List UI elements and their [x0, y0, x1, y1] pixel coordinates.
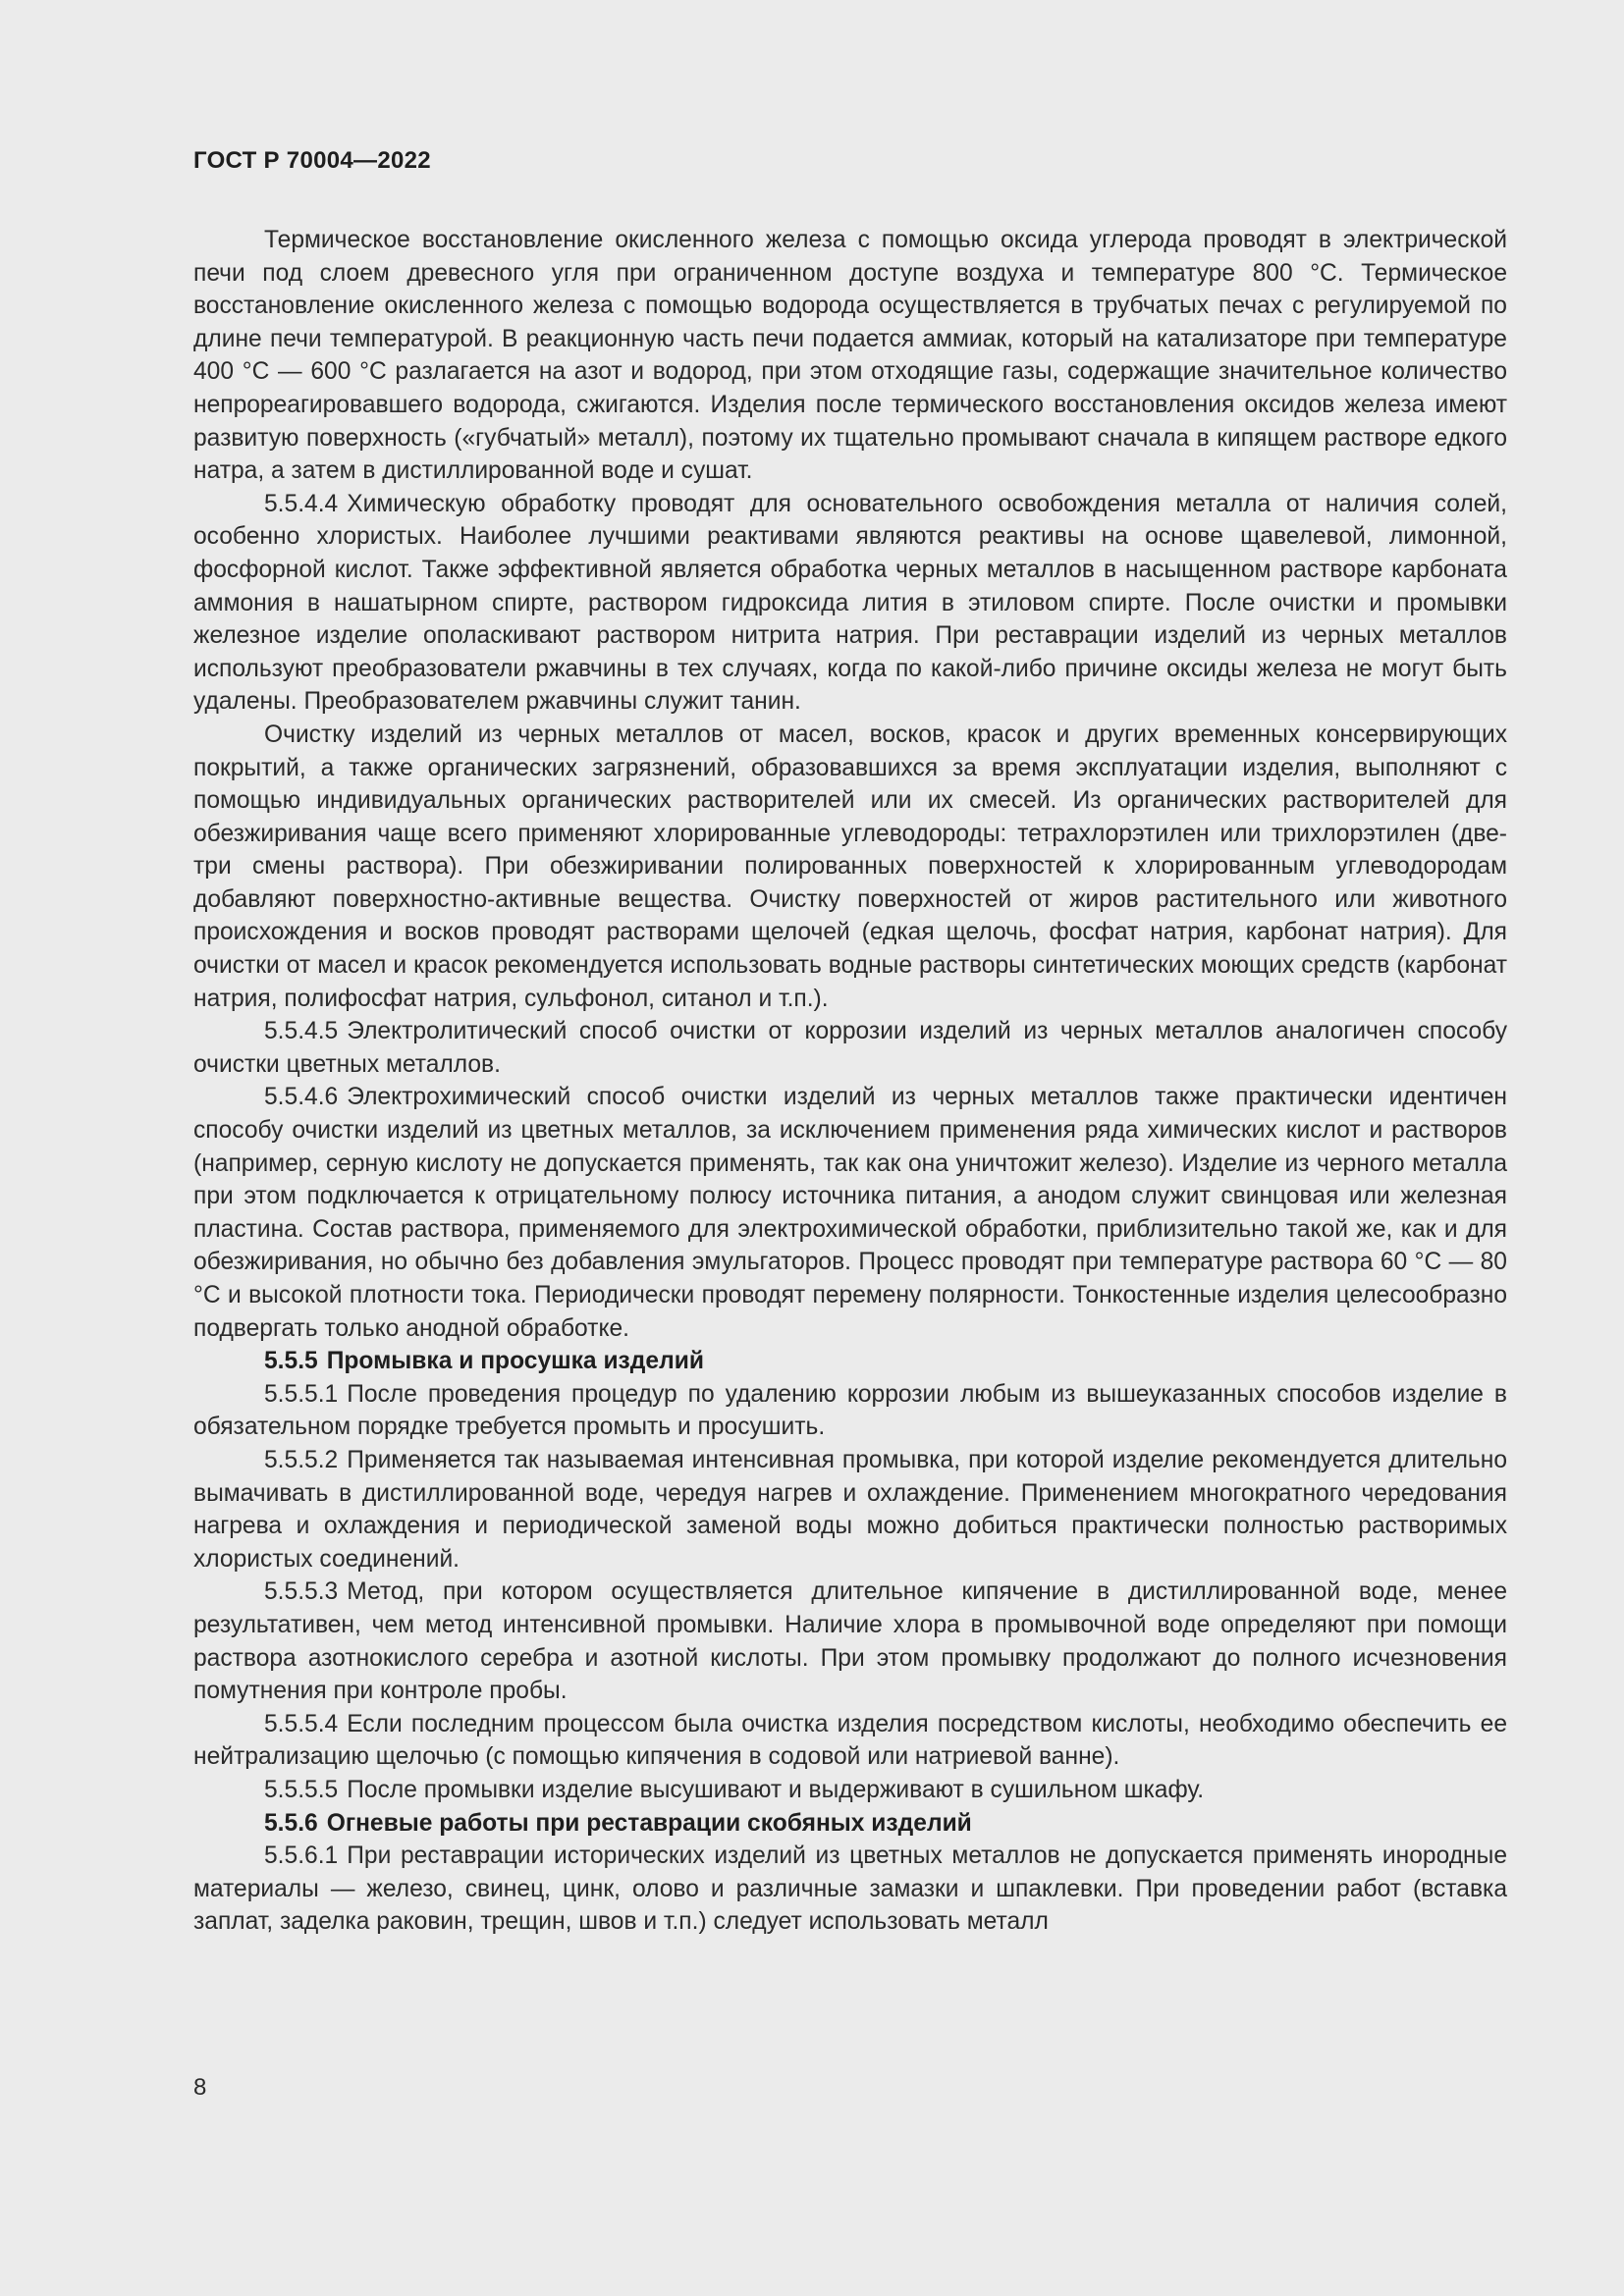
paragraph-text: После проведения процедур по удалению коррозии любым из вышеуказанных способов изделие в обязательном порядке требуется промыть и просушить.	[193, 1380, 1507, 1441]
clause-number: 5.5.5.5	[264, 1776, 339, 1803]
paragraph	[193, 1575, 1507, 1707]
paragraph-text: При реставрации исторических изделий из цветных металлов не допускается применять инородные материалы — железо, свинец, цинк, олово и различные замазки и шпаклевки. При проведении работ (вставка заплат, заделка раковин, трещин, швов и т.п.) следует использовать металл	[193, 1842, 1507, 1936]
clause-number: 5.5.5.4	[264, 1710, 339, 1737]
clause-number: 5.5.5.1	[264, 1380, 339, 1408]
paragraph	[193, 1774, 1507, 1807]
paragraph	[193, 1015, 1507, 1081]
clause-number: 5.5.4.6	[264, 1084, 339, 1111]
page-number: 8	[193, 2074, 207, 2101]
section-heading	[193, 1345, 1507, 1378]
section-heading	[193, 1807, 1507, 1841]
paragraph-text: Метод, при котором осуществляется длительное кипячение в дистиллированной воде, менее результативен, чем метод интенсивной промывки. Наличие хлора в промывочной воде определяют при помощи раствора азотнокислого серебра и азотной кислоты. При этом промывку продолжают до полного исчезновения помутнения при контроле пробы.	[193, 1578, 1507, 1705]
paragraph-text: Электрохимический способ очистки изделий из черных металлов также практически идентичен способу очистки изделий из цветных металлов, за исключением применения ряда химических кислот и растворов (например, серную кислоту не допускается применять, так как она уничтожит железо). Изделие из черного металла при этом подключается к отрицательному полюсу источника питания, а анодом служит свинцовая или железная пластина. Состав раствора, применяемого для электрохимической обработки, приблизительно такой же, как и для обезжиривания, но обычно без добавления эмульгаторов. Процесс проводят при температуре раствора 60 °С — 80 °С и высокой плотности тока. Периодически проводят перемену полярности. Тонкостенные изделия целесообразно подвергать только анодной обработке.	[193, 1084, 1507, 1342]
section-title: Промывка и просушка изделий	[326, 1348, 704, 1375]
paragraph-text: Химическую обработку проводят для основательного освобождения металла от наличия солей, особенно хлористых. Наиболее лучшими реактивами являются реактивы на основе щавелевой, лимонной, фосфорной кислот. Также эффективной является обработка черных металлов в насыщенном растворе карбоната аммония в нашатырном спирте, раствором гидроксида лития в этиловом спирте. После очистки и промывки железное изделие ополаскивают раствором нитрита натрия. При реставрации изделий из черных металлов используют преобразователи ржавчины в тех случаях, когда по какой-либо причине оксиды железа не могут быть удалены. Преобразователем ржавчины служит танин.	[193, 490, 1507, 716]
paragraph-text: Применяется так называемая интенсивная промывка, при которой изделие рекомендуется длительно вымачивать в дистиллированной воде, чередуя нагрев и охлаждение. Применением многократного чередования нагрева и охлаждения и периодической заменой воды можно добиться практически полностью растворимых хлористых соединений.	[193, 1446, 1507, 1573]
paragraph	[193, 1708, 1507, 1774]
clause-number: 5.5.4.5	[264, 1018, 339, 1045]
section-title: Огневые работы при реставрации скобяных изделий	[326, 1809, 972, 1837]
paragraph-text: Электролитический способ очистки от коррозии изделий из черных металлов аналогичен способу очистки цветных металлов.	[193, 1018, 1507, 1078]
clause-number: 5.5.6.1	[264, 1842, 339, 1870]
paragraph	[193, 1378, 1507, 1444]
section-number: 5.5.5	[264, 1348, 318, 1375]
paragraph-text: Термическое восстановление окисленного железа с помощью оксида углерода проводят в электрической печи под слоем древесного угля при ограниченном доступе воздуха и температуре 800 °С. Термическое восстановление окисленного железа с помощью водорода осуществляется в трубчатых печах с регулируемой по длине печи температурой. В реакционную часть печи подается аммиак, который на катализаторе при температуре 400 °С — 600 °С разлагается на азот и водород, при этом отходящие газы, содержащие значительное количество непрореагировавшего водорода, сжигаются. Изделия после термического восстановления оксидов железа имеют развитую поверхность («губчатый» металл), поэтому их тщательно промывают сначала в кипящем растворе едкого натра, а затем в дистиллированной воде и сушат.	[193, 227, 1507, 485]
paragraph	[193, 1081, 1507, 1345]
paragraph-text: Если последним процессом была очистка изделия посредством кислоты, необходимо обеспечить ее нейтрализацию щелочью (с помощью кипячения в содовой или натриевой ванне).	[193, 1710, 1507, 1771]
paragraph	[193, 488, 1507, 719]
paragraph	[193, 224, 1507, 488]
clause-number: 5.5.5.3	[264, 1578, 339, 1606]
paragraph	[193, 1444, 1507, 1575]
paragraph-text: Очистку изделий из черных металлов от масел, восков, красок и других временных консервирующих покрытий, а также органических загрязнений, образовавшихся за время эксплуатации изделия, выполняют с помощью индивидуальных органических растворителей или их смесей. Из органических растворителей для обезжиривания чаще всего применяют хлорированные углеводороды: тетрахлорэтилен или трихлорэтилен (две-три смены раствора). При обезжиривании полированных поверхностей к хлорированным углеводородам добавляют поверхностно-активные вещества. Очистку поверхностей от жиров растительного или животного происхождения и восков проводят растворами щелочей (едкая щелочь, фосфат натрия, карбонат натрия). Для очистки от масел и красок рекомендуется использовать водные растворы синтетических моющих средств (карбонат натрия, полифосфат натрия, сульфонол, ситанол и т.п.).	[193, 721, 1507, 1012]
document-body	[193, 224, 1507, 1939]
document-header: ГОСТ Р 70004—2022	[193, 147, 431, 174]
paragraph-text: После промывки изделие высушивают и выдерживают в сушильном шкафу.	[347, 1776, 1205, 1803]
clause-number: 5.5.5.2	[264, 1446, 339, 1473]
section-number: 5.5.6	[264, 1809, 318, 1837]
paragraph	[193, 719, 1507, 1015]
paragraph	[193, 1840, 1507, 1939]
clause-number: 5.5.4.4	[264, 490, 339, 517]
